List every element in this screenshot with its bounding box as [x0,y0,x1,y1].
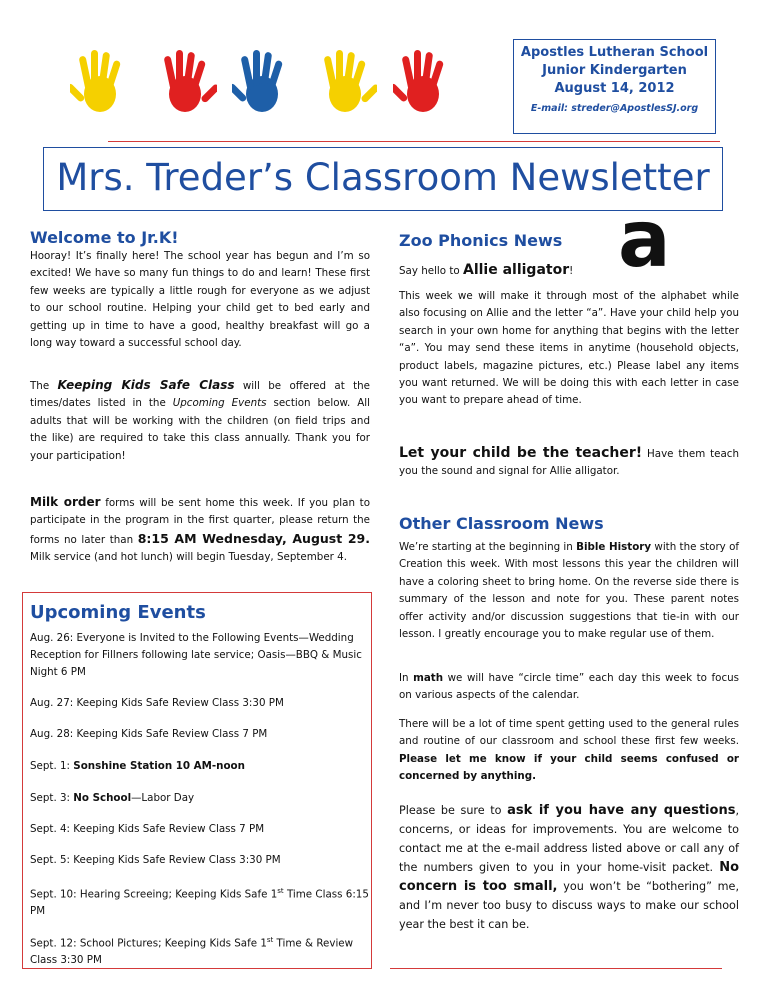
teacher-callout: Let your child be the teacher! [399,445,643,461]
questions-paragraph [399,801,739,934]
routine-pre: There will be a lot of time spent getting used to the general rules and routine of our classroom and school these first few weeks. [399,718,739,748]
header-divider [108,141,720,142]
teacher-post: Have them teach you the sound and signal for Allie alligator. [399,448,739,478]
page-title: Mrs. Treder’s Classroom Newsletter [56,156,710,199]
milk-order-mid: forms will be sent home this week. If you plan to participate in the program in the first quarter, please return the forms no later than [30,497,370,546]
event-text: Sept. 12: School Pictures; Keeping Kids Safe 1 [30,937,267,950]
safe-class-post: section below. All adults that will be working with the children (on field trips and the like) are required to take this class annually. Thank you for your participation! [30,397,370,462]
yellow-hand-icon [70,48,132,116]
event-item [30,932,370,969]
event-item: Aug. 26: Everyone is Invited to the Following Events—Wedding Reception for Fillners following late service; Oasis—BBQ & Music Night 6 PM [30,632,362,678]
milk-order-paragraph [30,494,370,567]
bible-history-label: Bible History [576,541,652,553]
event-note: —Labor Day [131,792,195,804]
math-paragraph [399,670,739,705]
event-title: No School [73,792,132,804]
event-date: Sept. 1: [30,760,74,772]
school-name: Apostles Lutheran School [520,45,709,60]
no-concern-callout: No concern is too small, [399,860,739,894]
yellow-hand-icon-2 [315,48,377,116]
phonics-heading: Zoo Phonics News [399,231,563,250]
allie-intro-post: ! [569,265,574,277]
event-item [30,883,370,920]
questions-mid: , concerns, or ideas for improvements. You are welcome to contact me at the e-mail address listed above or call any of the numbers given to you in your home-visit packet. [399,804,740,874]
math-label: math [413,672,444,684]
allie-alligator-name: Allie alligator [462,262,570,278]
routine-paragraph [399,716,739,786]
milk-order-deadline: 8:15 AM Wednesday, August 29. [137,530,370,546]
safe-class-name: Keeping Kids Safe Class [57,378,235,392]
grade-name: Junior Kindergarten [542,63,687,78]
newsletter-date: August 14, 2012 [554,81,675,96]
event-text: Time Class 6:15 PM [30,888,369,918]
math-post: we will have “circle time” each day this week to focus on various aspects of the calendar. [399,672,739,702]
event-item [30,758,370,775]
phonics-paragraph: This week we will make it through most of the alphabet while also focusing on Allie and the letter “a”. Have your child help you search in your own home for anything that begins with the letter “a”. You may send these items in anytime (household objects, product labels, magazine pictures, etc.) Please label any items you want returned. We will be doing this with each letter in case you want to prepare ahead of time. [399,290,739,407]
event-title: Sonshine Station 10 AM-noon [73,760,245,772]
safe-class-pre: The [30,380,58,392]
allie-intro-pre: Say hello to [399,265,463,277]
milk-order-post: Milk service (and hot lunch) will begin Tuesday, September 4. [30,551,347,564]
event-text: Time & Review Class 3:30 PM [30,937,354,967]
event-item: Sept. 5: Keeping Kids Safe Review Class 3:30 PM [30,854,281,866]
event-item: Aug. 28: Keeping Kids Safe Review Class 7 PM [30,728,268,740]
red-hand-icon [155,48,217,116]
bible-pre: We’re starting at the beginning in [399,541,577,553]
school-info-box [513,39,716,134]
welcome-paragraph: Hooray! It’s finally here! The school year has begun and I’m so excited! We have so many fun things to do and learn! These first few weeks are typically a little rough for everyone as we adjust to our school routine. Helping your child get to bed early and getting up in time to have a good, healthy breakfast will go a long way toward a successful school day. [30,250,370,350]
ordinal-suffix: st [266,936,274,944]
event-text: Sept. 10: Hearing Screeing; Keeping Kids Safe 1 [30,888,278,901]
events-reference: Upcoming Events [172,397,267,410]
footer-divider [390,968,722,969]
letter-a-graphic: a [618,195,671,285]
allie-intro [399,262,739,280]
events-heading: Upcoming Events [30,602,206,623]
questions-pre: Please be sure to [399,804,508,817]
event-date: Sept. 3: [30,792,74,804]
teacher-paragraph [399,445,739,481]
event-item: Aug. 27: Keeping Kids Safe Review Class 3:30 PM [30,697,284,709]
welcome-heading: Welcome to Jr.K! [30,228,179,247]
milk-order-label: Milk order [30,495,101,509]
ordinal-suffix: st [277,887,284,895]
red-hand-icon-2 [393,48,455,116]
event-item: Sept. 4: Keeping Kids Safe Review Class 7 PM [30,823,265,835]
bible-post: with the story of Creation this week. With most lessons this year the children will have a coloring sheet to bring home. On the reverse side there is summary of the lesson and note for you. These parent notes offer activity and/or discussion suggestions that tie-in with our lesson. I greatly encourage you to make regular use of them. [399,541,740,641]
routine-callout: Please let me know if your child seems confused or concerned by anything. [399,752,739,783]
event-item [30,790,370,807]
questions-post: you won’t be “bothering” me, and I’m never too busy to discuss ways to make our school year the best it can be. [399,880,739,931]
other-news-heading: Other Classroom News [399,514,604,533]
bible-history-paragraph [399,539,739,643]
blue-hand-icon [232,48,294,116]
questions-callout: ask if you have any questions [507,803,736,818]
safe-class-paragraph [30,377,370,465]
teacher-email[interactable]: E-mail: streder@ApostlesSJ.org [530,103,699,114]
math-pre: In [399,672,414,684]
safe-class-mid: will be offered at the times/dates listed in the [30,380,370,410]
